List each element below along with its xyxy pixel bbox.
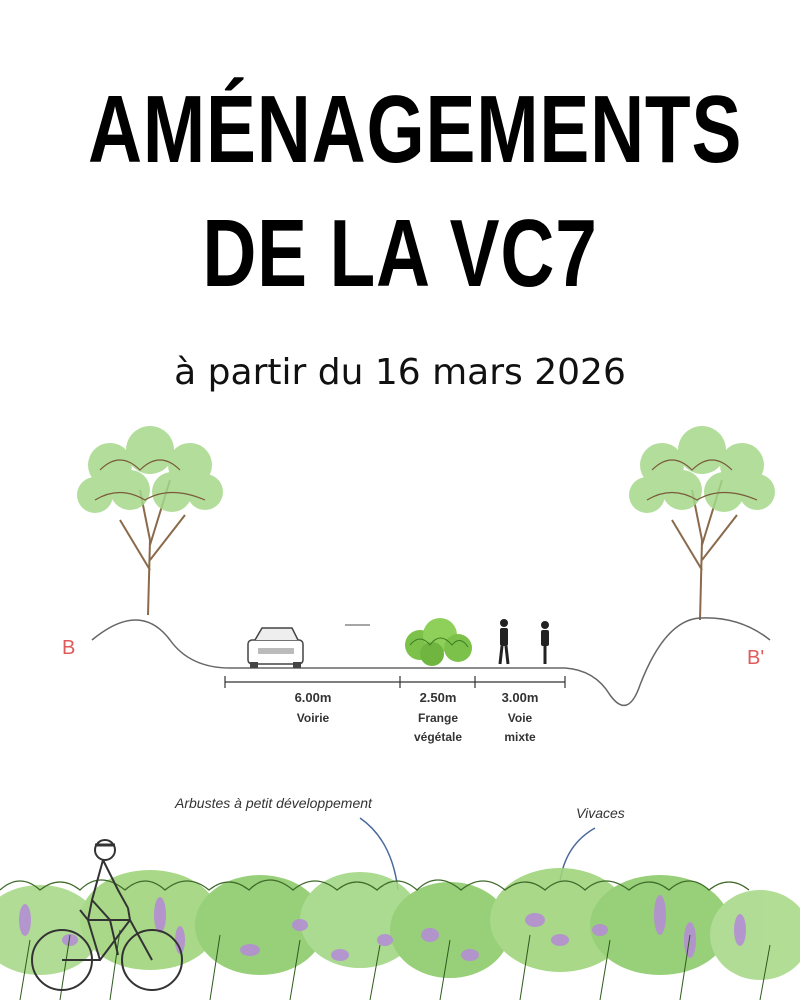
segment-width-voirie: 6.00m [294,690,332,705]
segment-width-frange: 2.50m [419,690,457,705]
title-line-2: DE LA VC7 [202,200,598,307]
title-line-1: AMÉNAGEMENTS [88,76,743,183]
dimension-lines [225,676,565,688]
pedestrian-icon [500,619,508,664]
road-cross-section-illustration [0,420,800,1000]
label-perennials: Vivaces [576,805,625,821]
tree-right-icon [629,426,775,620]
segment-label-voie-2: mixte [504,730,536,744]
segment-label-frange-2: végétale [413,730,463,744]
segment-label-voie-1: Voie [507,711,533,725]
car-icon [248,628,303,668]
segment-width-voie: 3.00m [501,690,539,705]
label-shrubs: Arbustes à petit développement [175,795,372,811]
point-label-right: B' [747,647,765,669]
bush-icon [405,618,472,666]
segment-label-voirie: Voirie [296,711,330,725]
tree-left-icon [77,426,223,615]
point-label-left: B [62,637,76,659]
cyclist-small-icon [541,621,549,664]
segment-label-frange-1: Frange [417,711,459,725]
subtitle-date: à partir du 16 mars 2026 [174,352,626,393]
